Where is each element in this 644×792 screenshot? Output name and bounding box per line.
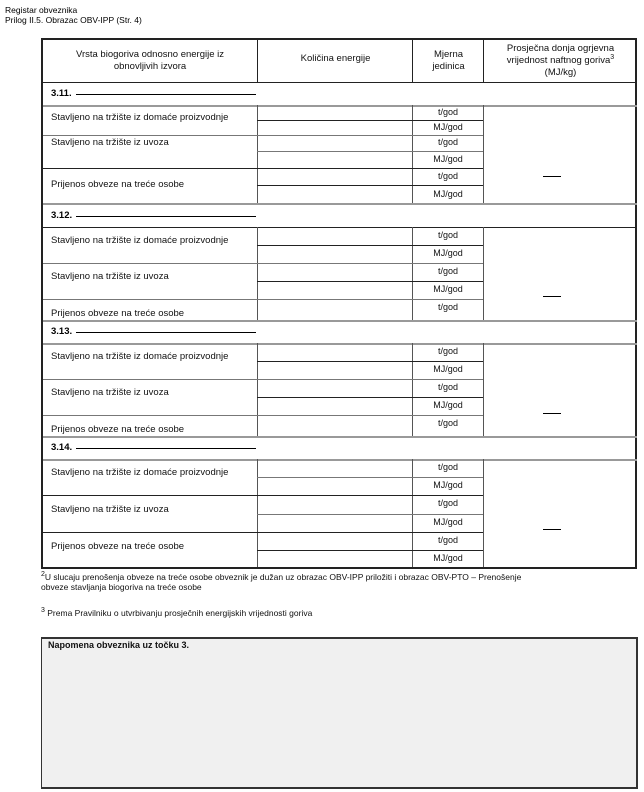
section-title-3-12: 3.12.: [51, 210, 256, 221]
quantity-input-3-12-import-t[interactable]: [258, 264, 412, 281]
unit-label: MJ/god: [433, 189, 463, 199]
unit-label: MJ/god: [433, 248, 463, 258]
register-title: Registar obveznika: [5, 5, 78, 15]
footnote-3: $^3$ Prema Pravilniku o utvrbivanju prosječnih energijskih vrijednosti goriva: [41, 607, 313, 618]
unit-label: t/god: [437, 137, 459, 147]
unit-label: MJ/god: [433, 284, 463, 294]
divider: [483, 40, 484, 82]
unit-label: MJ/god: [433, 480, 463, 490]
unit-label: MJ/god: [433, 154, 463, 164]
quantity-input-3-12-domestic-mj[interactable]: [258, 246, 412, 263]
unit-label: t/god: [437, 535, 459, 545]
unit-label: t/god: [437, 382, 459, 392]
col-header-quantity: Količina energije: [300, 53, 371, 64]
avg-value-dash-3-13: [543, 413, 561, 414]
quantity-input-3-13-domestic-t[interactable]: [258, 344, 412, 361]
quantity-input-3-14-transfer-t[interactable]: [258, 533, 412, 550]
note-title: Napomena obveznika uz točku 3.: [48, 640, 190, 650]
quantity-input-3-11-import-mj[interactable]: [258, 152, 412, 168]
section-title-3-13: 3.13.: [51, 326, 256, 337]
quantity-input-3-11-import-t[interactable]: [258, 136, 412, 151]
quantity-input-3-11-domestic-t[interactable]: [258, 106, 412, 120]
quantity-input-3-11-transfer-t[interactable]: [258, 169, 412, 185]
unit-label: MJ/god: [433, 122, 463, 132]
divider: [257, 40, 258, 82]
quantity-input-3-13-domestic-mj[interactable]: [258, 362, 412, 379]
col-header-type: Vrsta biogoriva odnosno energije iz obnovljivih izvora: [75, 49, 225, 72]
row-label-domestic: Stavljeno na tržište iz domaće proizvodnje: [51, 351, 229, 362]
quantity-input-3-14-transfer-mj[interactable]: [258, 551, 412, 567]
avg-value-dash-3-11: [543, 176, 561, 177]
divider: [412, 40, 413, 82]
unit-label: MJ/god: [433, 553, 463, 563]
quantity-input-3-14-import-mj[interactable]: [258, 515, 412, 532]
avg-value-dash-3-12: [543, 296, 561, 297]
unit-label: t/god: [437, 171, 459, 181]
unit-label: t/god: [437, 107, 459, 117]
divider: [43, 82, 637, 83]
unit-label: t/god: [437, 498, 459, 508]
row-label-import: Stavljeno na tržište iz uvoza: [51, 137, 169, 148]
quantity-input-3-14-domestic-t[interactable]: [258, 460, 412, 477]
note-textarea[interactable]: [41, 637, 638, 789]
row-label-transfer: Prijenos obveze na treće osobe: [51, 424, 185, 435]
quantity-input-3-13-import-mj[interactable]: [258, 398, 412, 415]
quantity-input-3-14-domestic-mj[interactable]: [258, 478, 412, 495]
unit-label: MJ/god: [433, 400, 463, 410]
row-label-import: Stavljeno na tržište iz uvoza: [51, 271, 169, 282]
col-header-unit: Mjerna jedinica: [432, 49, 465, 72]
section-title-3-14: 3.14.: [51, 442, 256, 453]
row-label-domestic: Stavljeno na tržište iz domaće proizvodnje: [51, 467, 229, 478]
quantity-input-3-11-domestic-mj[interactable]: [258, 121, 412, 135]
quantity-input-3-13-import-t[interactable]: [258, 380, 412, 397]
unit-label: MJ/god: [433, 517, 463, 527]
row-label-domestic: Stavljeno na tržište iz domaće proizvodnje: [51, 112, 229, 123]
quantity-input-3-12-domestic-t[interactable]: [258, 228, 412, 245]
footnote-2: $^2$U slucaju prenošenja obveze na treće osobe obveznik je dužan uz obrazac OBV-IPP priložiti i obrazac OBV-PTO – Prenošenje obveze stavljanja biogoriva na treće osobe: [41, 571, 522, 592]
unit-label: t/god: [437, 462, 459, 472]
row-label-transfer: Prijenos obveze na treće osobe: [51, 179, 185, 190]
unit-label: MJ/god: [433, 364, 463, 374]
section-title-3-11: 3.11.: [51, 88, 256, 99]
row-label-import: Stavljeno na tržište iz uvoza: [51, 504, 169, 515]
row-label-transfer: Prijenos obveze na treće osobe: [51, 541, 185, 552]
unit-label: t/god: [437, 418, 459, 428]
row-label-transfer: Prijenos obveze na treće osobe: [51, 308, 185, 319]
unit-label: t/god: [437, 346, 459, 356]
quantity-input-3-11-transfer-mj[interactable]: [258, 186, 412, 203]
unit-label: t/god: [437, 302, 459, 312]
quantity-input-3-12-import-mj[interactable]: [258, 282, 412, 299]
row-label-import: Stavljeno na tržište iz uvoza: [51, 387, 169, 398]
col-header-avg-value: Prosječna donja ogrjevna vrijednost naftnog goriva$^3$ (MJ/kg): [506, 43, 615, 78]
unit-label: t/god: [437, 266, 459, 276]
quantity-input-3-12-transfer-t[interactable]: [258, 300, 412, 320]
quantity-input-3-13-transfer-t[interactable]: [258, 416, 412, 436]
row-label-domestic: Stavljeno na tržište iz domaće proizvodnje: [51, 235, 229, 246]
unit-label: t/god: [437, 230, 459, 240]
form-page-label: Prilog II.5. Obrazac OBV-IPP (Str. 4): [5, 15, 142, 25]
energy-table: [41, 38, 637, 569]
quantity-input-3-14-import-t[interactable]: [258, 496, 412, 514]
avg-value-dash-3-14: [543, 529, 561, 530]
